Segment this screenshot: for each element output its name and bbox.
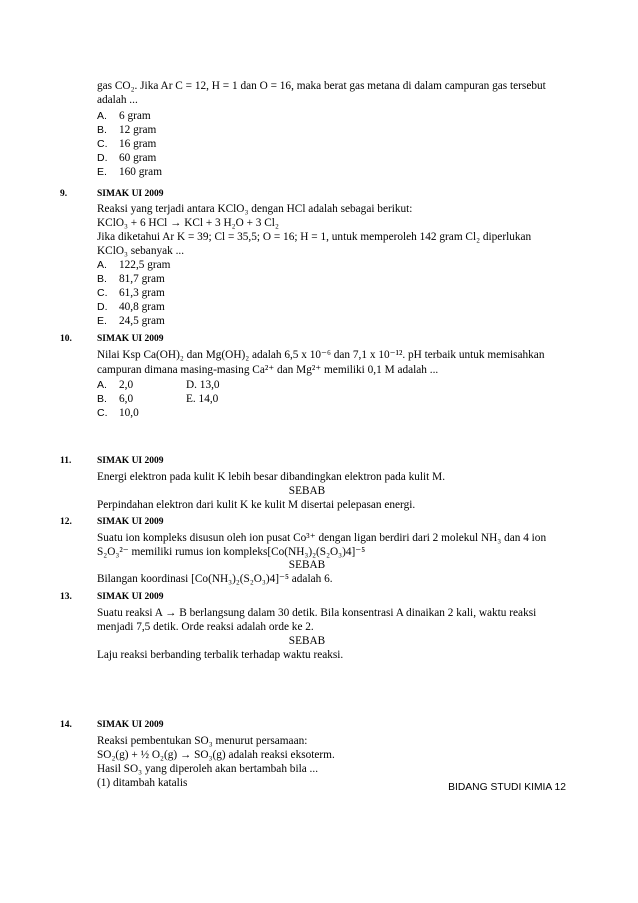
option-text: E. 14,0 <box>186 393 219 405</box>
q12-line-1: Suatu ion kompleks disusun oleh ion pusat Co³⁺ dengan ligan berdiri dari 2 molekul NH₃ dan 4 ion <box>97 532 547 544</box>
option-text: 10,0 <box>119 407 139 419</box>
option-label: B. <box>97 273 107 285</box>
option-label: C. <box>97 138 108 150</box>
option-label: A. <box>97 259 107 271</box>
page-footer: BIDANG STUDI KIMIA 12 <box>448 782 566 793</box>
option-label: B. <box>97 393 107 405</box>
option-label: C. <box>97 287 108 299</box>
option-label: C. <box>97 407 108 419</box>
prev-question-line-1: gas CO₂. Jika Ar C = 12, H = 1 dan O = 16, maka berat gas metana di dalam campuran gas tersebut <box>97 80 546 92</box>
q9-equation: KClO₃ + 6 HCl → KCl + 3 H₂O + 3 Cl₂ <box>97 217 279 229</box>
question-number: 14. <box>60 720 72 730</box>
q14-equation: SO₂(g) + ½ O₂(g) → SO₃(g) adalah reaksi eksoterm. <box>97 749 335 761</box>
option-text: 61,3 gram <box>119 287 165 299</box>
q11-statement: Energi elektron pada kulit K lebih besar dibandingkan elektron pada kulit M. <box>97 471 446 483</box>
q13-line-1: Suatu reaksi A → B berlangsung dalam 30 detik. Bila konsentrasi A dinaikan 2 kali, waktu reaksi <box>97 607 537 619</box>
q10-line-1: Nilai Ksp Ca(OH)₂ dan Mg(OH)₂ adalah 6,5 x 10⁻⁶ dan 7,1 x 10⁻¹². pH terbaik untuk memisahkan <box>97 349 545 361</box>
option-text: 81,7 gram <box>119 273 165 285</box>
option-text: 60 gram <box>119 152 157 164</box>
question-number: 10. <box>60 334 72 344</box>
question-source: SIMAK UI 2009 <box>97 456 164 466</box>
option-label: B. <box>97 124 107 136</box>
option-text: 40,8 gram <box>119 301 165 313</box>
question-source: SIMAK UI 2009 <box>97 334 164 344</box>
option-label: D. <box>97 152 108 164</box>
q14-line-4: (1) ditambah katalis <box>97 777 188 789</box>
q13-reason: Laju reaksi berbanding terbalik terhadap waktu reaksi. <box>97 649 344 661</box>
q13-line-2: menjadi 7,5 detik. Orde reaksi adalah orde ke 2. <box>97 621 314 633</box>
question-number: 11. <box>60 456 72 466</box>
q10-line-2: campuran dimana masing-masing Ca²⁺ dan Mg²⁺ memiliki 0,1 M adalah ... <box>97 364 439 376</box>
option-text: 160 gram <box>119 166 162 178</box>
option-label: A. <box>97 110 107 122</box>
q9-line-4: KClO₃ sebanyak ... <box>97 245 185 257</box>
option-text: 24,5 gram <box>119 315 165 327</box>
question-source: SIMAK UI 2009 <box>97 517 164 527</box>
option-text: 12 gram <box>119 124 157 136</box>
question-source: SIMAK UI 2009 <box>97 720 164 730</box>
option-label: A. <box>97 379 107 391</box>
q9-line-3: Jika diketahui Ar K = 39; Cl = 35,5; O = 16; H = 1, untuk memperoleh 142 gram Cl₂ diperlukan <box>97 231 532 243</box>
option-label: E. <box>97 315 107 327</box>
question-source: SIMAK UI 2009 <box>97 189 164 199</box>
q14-line-1: Reaksi pembentukan SO₃ menurut persamaan: <box>97 735 308 747</box>
question-number: 9. <box>60 189 68 199</box>
sebab-label: SEBAB <box>288 559 326 571</box>
option-label: E. <box>97 166 107 178</box>
question-number: 13. <box>60 592 72 602</box>
q11-reason: Perpindahan elektron dari kulit K ke kulit M disertai pelepasan energi. <box>97 499 416 511</box>
q14-line-3: Hasil SO₃ yang diperoleh akan bertambah bila ... <box>97 763 319 775</box>
sebab-label: SEBAB <box>288 485 326 497</box>
option-text: 6,0 <box>119 393 134 405</box>
option-text: 6 gram <box>119 110 151 122</box>
q9-line-1: Reaksi yang terjadi antara KClO₃ dengan HCl adalah sebagai berikut: <box>97 203 413 215</box>
option-text: 122,5 gram <box>119 259 171 271</box>
option-label: D. <box>97 301 108 313</box>
q12-line-2: S₂O₃²⁻ memiliki rumus ion kompleks[Co(NH₃)₂(S₂O₃)4]⁻⁵ <box>97 546 366 558</box>
prev-question-line-2: adalah ... <box>97 94 138 106</box>
q12-reason: Bilangan koordinasi [Co(NH₃)₂(S₂O₃)4]⁻⁵ adalah 6. <box>97 573 333 585</box>
option-text: D. 13,0 <box>186 379 220 391</box>
sebab-label: SEBAB <box>288 635 326 647</box>
question-number: 12. <box>60 517 72 527</box>
question-source: SIMAK UI 2009 <box>97 592 164 602</box>
option-text: 2,0 <box>119 379 134 391</box>
option-text: 16 gram <box>119 138 157 150</box>
